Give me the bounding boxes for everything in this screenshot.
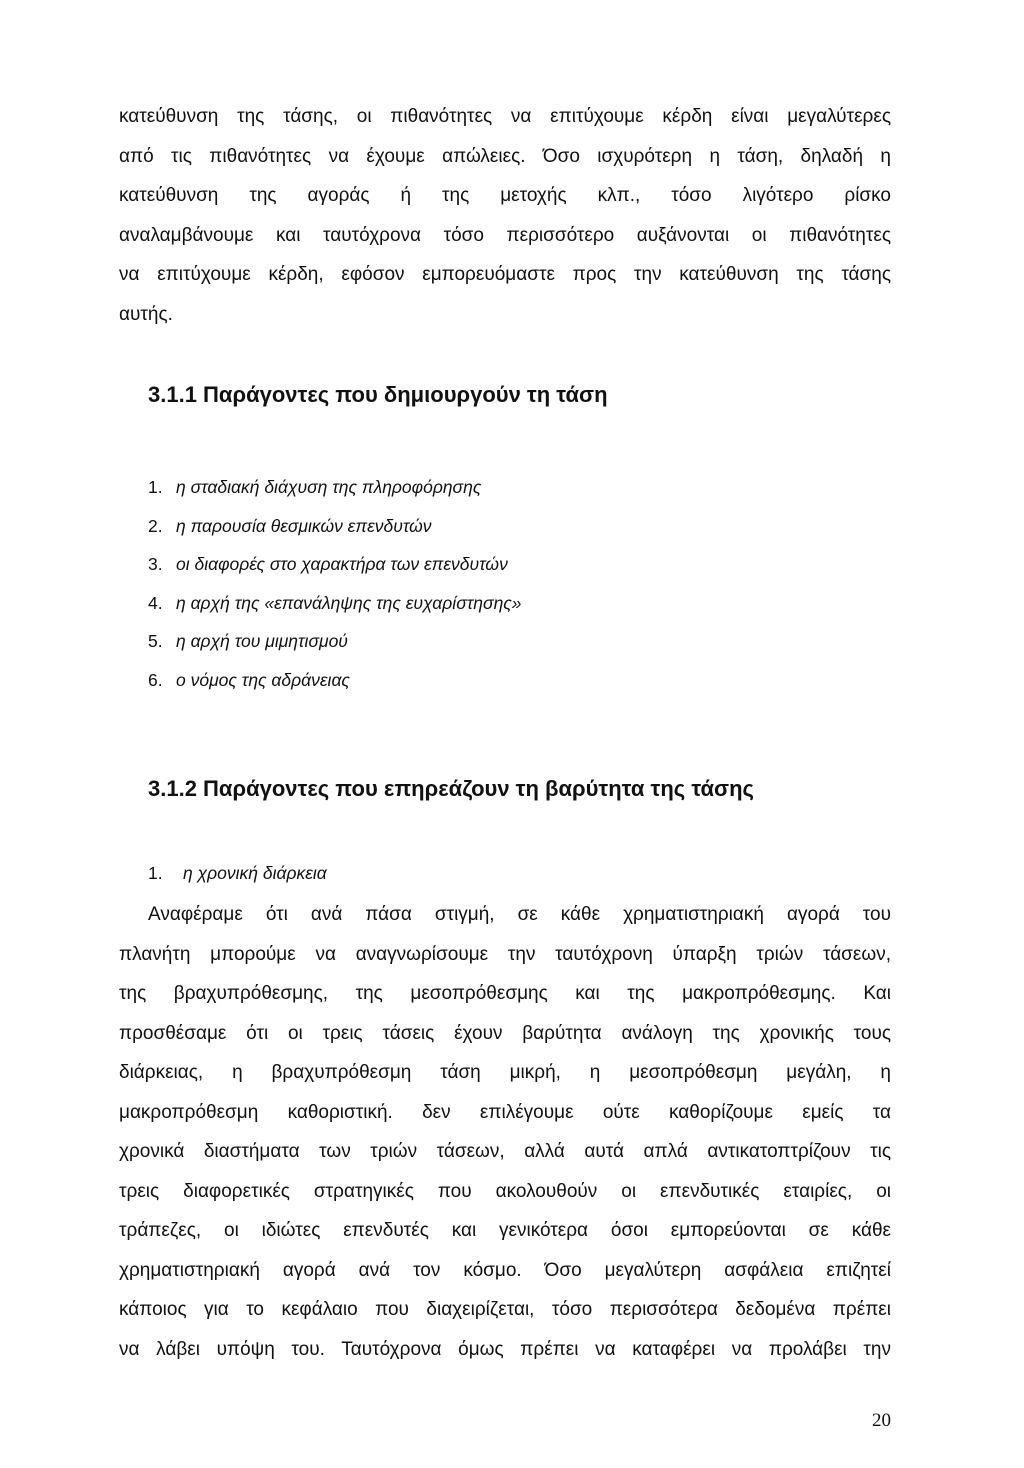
factors-list (148, 468, 522, 699)
intro-line: αυτής. (119, 303, 173, 325)
sub-item-title: η χρονική διάρκεια (183, 863, 327, 883)
intro-paragraph (119, 97, 891, 334)
list-item-text: η σταδιακή διάχυση της πληροφόρησης (176, 477, 482, 497)
list-item (148, 545, 522, 584)
intro-line: αναλαμβάνουμε και ταυτόχρονα τόσο περισσότερο αυξάνονται οι πιθανότητες (119, 224, 891, 246)
list-item (148, 468, 522, 507)
body-line: διάρκειας, η βραχυπρόθεσμη τάση μικρή, η μεσοπρόθεσμη μεγάλη, η (119, 1062, 891, 1083)
body-line: κάποιος για το κεφάλαιο που διαχειρίζεται, τόσο περισσότερα δεδομένα πρέπει (119, 1299, 891, 1320)
list-item-text: η παρουσία θεσμικών επενδυτών (176, 515, 432, 536)
body-line: τράπεζες, οι ιδιώτες επενδυτές και γενικότερα όσοι εμπορεύονται σε κάθε (119, 1220, 891, 1241)
intro-line: κατεύθυνση της αγοράς ή της μετοχής κλπ., τόσο λιγότερο ρίσκο (119, 185, 891, 206)
sub-item-number: 1. (148, 863, 163, 883)
list-item (148, 584, 522, 623)
list-item-text: η αρχή του μιμητισμού (176, 631, 348, 651)
body-line: χρονικά διαστήματα των τριών τάσεων, αλλά αυτά απλά αντικατοπτρίζουν τις (119, 1141, 891, 1162)
list-item-number: 4. (148, 592, 163, 613)
list-item-text: ο νόμος της αδράνειας (176, 669, 350, 690)
body-line: να λάβει υπόψη του. Ταυτόχρονα όμως πρέπει να καταφέρει να προλάβει την (119, 1338, 891, 1360)
list-item-number: 1. (148, 477, 163, 497)
list-item (148, 507, 522, 546)
section-heading-3-1-1: 3.1.1 Παράγοντες που δημιουργούν τη τάση (148, 382, 608, 407)
list-item-text: οι διαφορές στο χαρακτήρα των επενδυτών (176, 554, 508, 574)
page-number: 20 (872, 1410, 891, 1431)
body-line: της βραχυπρόθεσμης, της μεσοπρόθεσμης και της μακροπρόθεσμης. Και (119, 983, 891, 1004)
list-item-number: 6. (148, 669, 163, 690)
body-line: Αναφέραμε ότι ανά πάσα στιγμή, σε κάθε χρηματιστηριακή αγορά του (148, 904, 891, 925)
body-line: χρηματιστηριακή αγορά ανά τον κόσμο. Όσο μεγαλύτερη ασφάλεια επιζητεί (119, 1259, 891, 1281)
section-heading-3-1-2: 3.1.2 Παράγοντες που επηρεάζουν τη βαρύτητα της τάσης (148, 776, 754, 801)
body-line: μακροπρόθεσμη καθοριστική. δεν επιλέγουμε ούτε καθορίζουμε εμείς τα (119, 1101, 891, 1123)
body-paragraph (119, 895, 891, 1369)
list-item-text: η αρχή της «επανάληψης της ευχαρίστησης» (176, 592, 522, 613)
list-item (148, 661, 522, 700)
intro-line: κατεύθυνση της τάσης, οι πιθανότητες να επιτύχουμε κέρδη είναι μεγαλύτερες (119, 106, 891, 127)
body-line: τρεις διαφορετικές στρατηγικές που ακολουθούν οι επενδυτικές εταιρίες, οι (119, 1180, 891, 1202)
intro-line: από τις πιθανότητες να έχουμε απώλειες. Όσο ισχυρότερη η τάση, δηλαδή η (119, 145, 891, 167)
intro-line: να επιτύχουμε κέρδη, εφόσον εμπορευόμαστε προς την κατεύθυνση της τάσης (119, 264, 891, 285)
body-line: πλανήτη μπορούμε να αναγνωρίσουμε την ταυτόχρονη ύπαρξη τριών τάσεων, (119, 943, 891, 965)
sub-item-duration (148, 858, 327, 888)
list-item-number: 2. (148, 515, 163, 536)
list-item-number: 3. (148, 554, 163, 574)
body-line: προσθέσαμε ότι οι τρεις τάσεις έχουν βαρύτητα ανάλογη της χρονικής τους (119, 1022, 891, 1044)
list-item (148, 622, 522, 661)
list-item-number: 5. (148, 631, 163, 651)
